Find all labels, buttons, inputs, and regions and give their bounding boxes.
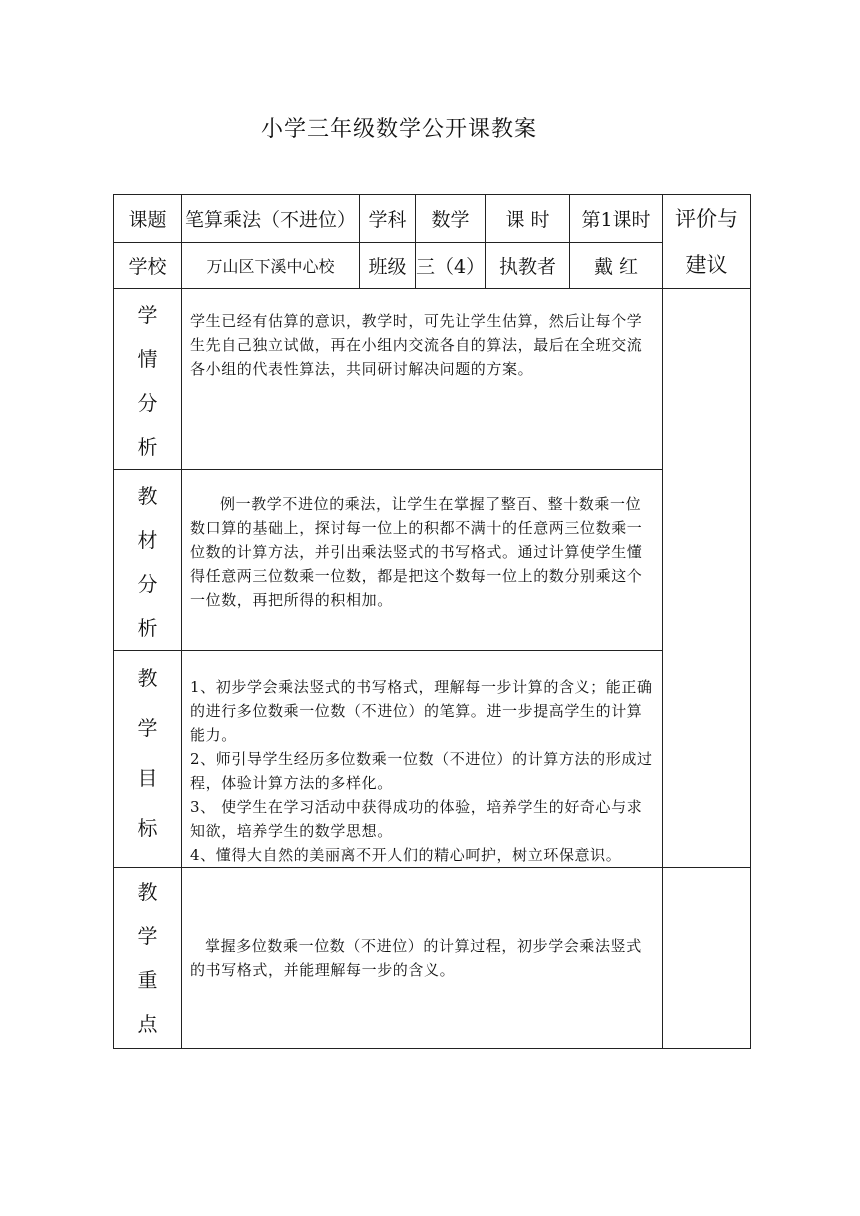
subject-value: 数学 — [416, 195, 486, 243]
lesson-plan-table — [113, 194, 751, 1049]
header-row-1 — [114, 195, 751, 243]
goal-item-1: 1、初步学会乘法竖式的书写格式，理解每一步计算的含义；能正确的进行多位数乘一位数（不进位）的笔算。进一步提高学生的计算能力。 — [190, 678, 653, 744]
teaching-goals-row — [114, 651, 751, 868]
material-analysis-label: 教 材 分 析 — [114, 470, 182, 651]
school-label: 学校 — [114, 243, 182, 289]
key-points-label: 教 学 重 点 — [114, 868, 182, 1049]
key-points-text-cell — [182, 868, 663, 1049]
student-analysis-text-cell — [182, 289, 663, 470]
period-label: 课 时 — [486, 195, 570, 243]
topic-value: 笔算乘法（不进位） — [182, 195, 360, 243]
key-points-text: 掌握多位数乘一位数（不进位）的计算过程，初步学会乘法竖式的书写格式，并能理解每一步的含义。 — [190, 937, 642, 979]
evaluation-header — [663, 195, 751, 289]
evaluation-header-line2: 建议 — [685, 252, 728, 277]
header-row-2 — [114, 243, 751, 289]
evaluation-cell-2 — [663, 868, 751, 1049]
material-analysis-text-cell — [182, 470, 663, 651]
student-analysis-label: 学 情 分 析 — [114, 289, 182, 470]
goal-item-2: 2、师引导学生经历多位数乘一位数（不进位）的计算方法的形成过程，体验计算方法的多样化。 — [190, 750, 653, 792]
evaluation-header-line1: 评价与 — [675, 206, 738, 231]
goal-item-3: 3、 使学生在学习活动中获得成功的体验，培养学生的好奇心与求知欲，培养学生的数学思想。 — [190, 798, 643, 840]
material-analysis-text: 例一教学不进位的乘法，让学生在掌握了整百、整十数乘一位数口算的基础上，探讨每一位上的积都不满十的任意两三位数乘一位数的计算方法，并引出乘法竖式的书写格式。通过计算使学生懂得任意两三位数乘一位数，都是把这个数每一位上的数分别乘这个一位数，再把所得的积相加。 — [190, 495, 643, 609]
evaluation-cell-1 — [663, 289, 751, 868]
student-analysis-row — [114, 289, 751, 470]
key-points-row — [114, 868, 751, 1049]
period-value: 第1课时 — [570, 195, 663, 243]
material-analysis-row — [114, 470, 751, 651]
page-title: 小学三年级数学公开课教案 — [260, 117, 537, 142]
teaching-goals-text-cell — [182, 651, 663, 868]
goal-item-4: 4、懂得大自然的美丽离不开人们的精心呵护，树立环保意识。 — [190, 846, 622, 864]
topic-label: 课题 — [114, 195, 182, 243]
student-analysis-text: 学生已经有估算的意识，教学时，可先让学生估算，然后让每个学生先自己独立试做，再在小组内交流各自的算法，最后在全班交流各小组的代表性算法，共同研讨解决问题的方案。 — [190, 312, 643, 378]
teacher-label: 执教者 — [486, 243, 570, 289]
school-value: 万山区下溪中心校 — [182, 243, 360, 289]
class-value: 三（4） — [416, 243, 486, 289]
teacher-value: 戴 红 — [570, 243, 663, 289]
class-label: 班级 — [360, 243, 416, 289]
subject-label: 学科 — [360, 195, 416, 243]
teaching-goals-label: 教 学 目 标 — [114, 651, 182, 868]
